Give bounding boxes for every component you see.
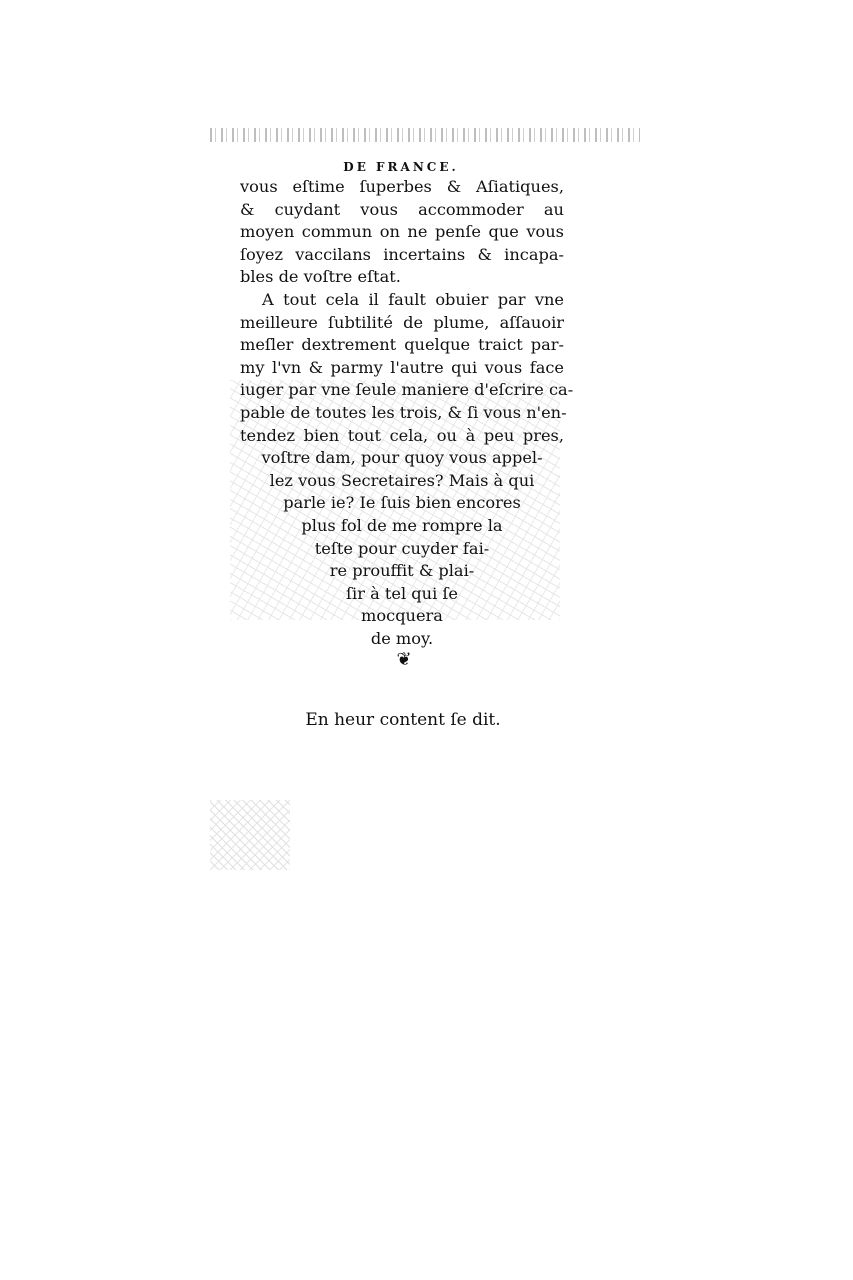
text-line: moyen commun on ne penſe que vous <box>240 222 564 242</box>
text-line: A tout cela il fault obuier par vne <box>262 289 564 309</box>
text-line: bles de voſtre eſtat. <box>240 267 401 287</box>
text-line: mocquera <box>361 606 443 626</box>
text-line: tendez bien tout cela, ou à peu pres, <box>240 425 564 445</box>
text-line: voſtre dam, pour quoy vous appel- <box>261 448 543 468</box>
body-text <box>240 176 574 650</box>
fleuron-ornament: ❦ <box>396 649 412 670</box>
text-line: iuger par vne ſeule maniere d'eſcrire ca- <box>240 380 574 400</box>
text-line: my l'vn & parmy l'autre qui vous face <box>240 357 564 377</box>
text-line: teſte pour cuyder fai- <box>314 538 490 558</box>
scan-noise-left <box>210 800 290 870</box>
text-line: de moy. <box>370 628 434 648</box>
text-line: parle ie? Ie ſuis bien encores <box>283 493 521 513</box>
text-line: vous eſtime ſuperbes & Aſiatiques, <box>240 177 564 196</box>
text-line: lez vous Secretaires? Mais à qui <box>269 470 535 490</box>
text-line: meſler dextrement quelque traict par- <box>240 335 564 355</box>
text-line: & cuydant vous accommoder au <box>240 199 564 219</box>
text-line: pable de toutes les trois, & ſi vous n'en- <box>240 402 567 422</box>
running-head: DE FRANCE. <box>343 160 459 174</box>
scan-noise-top <box>210 128 640 142</box>
text-line: ſoyez vaccilans incertains & incapa- <box>240 244 564 264</box>
text-line: plus fol de me rompre la <box>301 515 503 535</box>
text-line: meilleure ſubtilité de plume, aſſauoir <box>240 312 564 332</box>
text-line: re prouffit & plai- <box>329 561 475 581</box>
tail-motto: En heur content ſe dit. <box>305 710 501 730</box>
text-line: ſir à tel qui ſe <box>346 583 458 603</box>
